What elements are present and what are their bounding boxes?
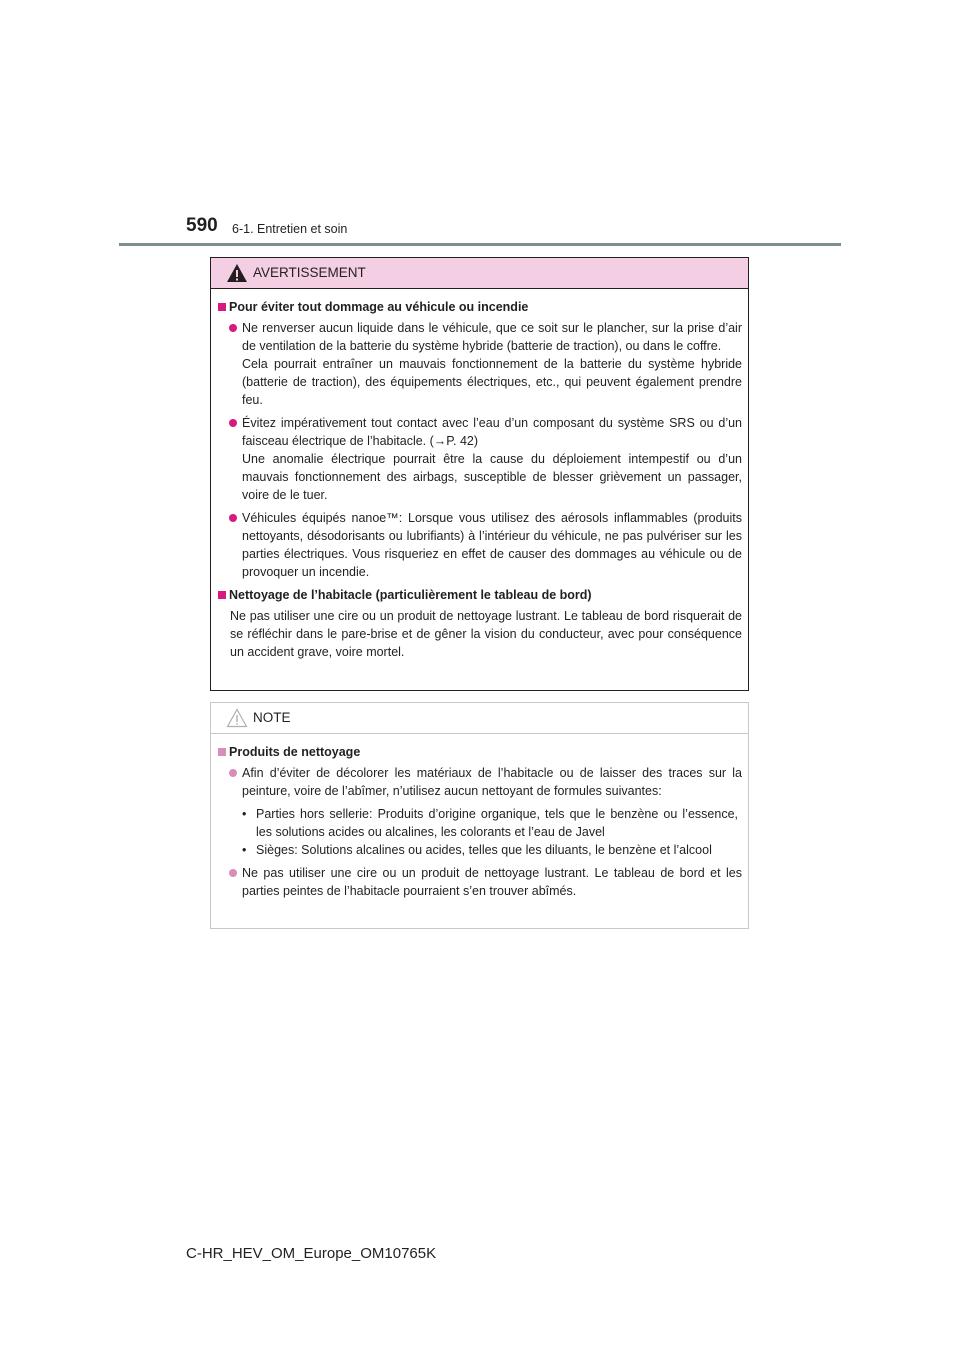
sub-bullet: • xyxy=(242,807,247,821)
note-content xyxy=(211,734,748,900)
round-bullet-icon xyxy=(229,514,237,522)
note-heading-cleaning: Produits de nettoyage xyxy=(218,743,742,761)
note-box xyxy=(210,702,749,929)
warning-triangle-icon xyxy=(226,263,248,283)
warning-item-liquid: Ne renverser aucun liquide dans le véhicule, que ce soit sur le plancher, sur la prise d’air de ventilation de la batterie du système hybride (batterie de traction), ou dans le coffre. Cela pourrait entraîner un mauvais fonctionnement de la batterie du système hybride (batterie de traction), des équipements électriques, etc., qui peuvent également prendre feu. xyxy=(218,319,742,409)
square-bullet-icon xyxy=(218,748,226,756)
round-bullet-icon xyxy=(229,419,237,427)
note-header xyxy=(211,703,748,734)
note-sub-item-seats: • Sièges: Solutions alcalines ou acides, telles que les diluants, le benzène et l’alcool xyxy=(242,843,712,857)
sub-bullet: • xyxy=(242,843,247,857)
square-bullet-icon xyxy=(218,303,226,311)
warning-header xyxy=(211,258,748,289)
round-bullet-icon xyxy=(229,769,237,777)
warning-content xyxy=(211,289,748,661)
warning-item-srs: Évitez impérativement tout contact avec l’eau d’un composant du système SRS ou d’un faisceau électrique de l’habitacle. (→P. 42) Une anomalie électrique pourrait être la cause du déploiement intempestif ou d’un mauvais fonctionnement des airbags, susceptible de blesser grièvement un passager, voire de le tuer. xyxy=(218,414,742,504)
round-bullet-icon xyxy=(229,324,237,332)
page-number: 590 xyxy=(186,215,218,236)
warning-heading-fire: Pour éviter tout dommage au véhicule ou incendie xyxy=(218,298,742,316)
warning-box xyxy=(210,257,749,691)
warning-item-nanoe: Véhicules équipés nanoe™: Lorsque vous utilisez des aérosols inflammables (produits nettoyants, désodorisants ou lubrifiants) à l’intérieur du véhicule, ne pas pulvériser sur les parties électriques. Vous risqueriez en effet de causer des dommages au véhicule ou de provoquer un incendie. xyxy=(218,509,742,581)
header-rule xyxy=(119,243,841,246)
warning-heading-cabin: Nettoyage de l’habitacle (particulièrement le tableau de bord) xyxy=(218,586,742,604)
note-title: NOTE xyxy=(253,710,291,725)
square-bullet-icon xyxy=(218,591,226,599)
note-item-wax: Ne pas utiliser une cire ou un produit de nettoyage lustrant. Le tableau de bord et les parties peintes de l’habitacle pourraient s’en trouver abîmés. xyxy=(218,864,742,900)
warning-title: AVERTISSEMENT xyxy=(253,265,366,280)
document-code: C-HR_HEV_OM_Europe_OM10765K xyxy=(186,1245,437,1262)
warning-paragraph-dashboard: Ne pas utiliser une cire ou un produit de nettoyage lustrant. Le tableau de bord risquerait de se réfléchir dans le pare-brise et de gêner la vision du conducteur, avec pour conséquence un accident grave, voire mortel. xyxy=(230,609,742,659)
section-title: 6-1. Entretien et soin xyxy=(232,222,348,236)
round-bullet-icon xyxy=(229,869,237,877)
note-item-discolor: Afin d’éviter de décolorer les matériaux de l’habitacle ou de laisser des traces sur la peinture, voire de l’abîmer, n’utilisez aucun nettoyant de formules suivantes: xyxy=(218,764,742,800)
note-triangle-icon xyxy=(226,708,248,728)
note-sub-item-trim: • Parties hors sellerie: Produits d’origine organique, tels que le benzène ou l’essence, les solutions acides ou alcalines, les colorants et l’eau de Javel xyxy=(242,807,738,839)
